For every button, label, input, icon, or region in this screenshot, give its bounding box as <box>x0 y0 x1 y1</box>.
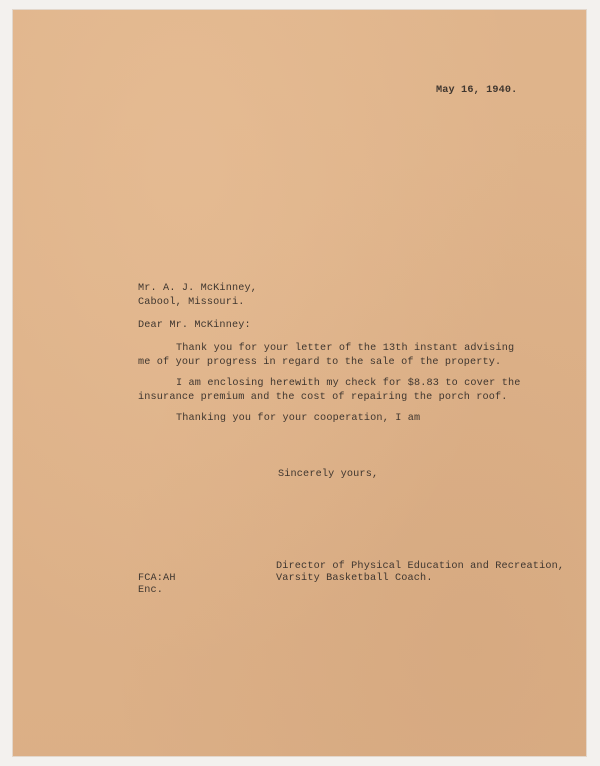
closing: Sincerely yours, <box>278 469 379 480</box>
paragraph-2-line-1: I am enclosing herewith my check for $8.83 to cover the <box>176 378 521 389</box>
letter-date: May 16, 1940. <box>436 85 518 96</box>
enclosure-notation: Enc. <box>138 585 164 596</box>
paragraph-3-line-1: Thanking you for your cooperation, I am <box>176 413 421 424</box>
recipient-name: Mr. A. J. McKinney, <box>138 283 258 294</box>
salutation: Dear Mr. McKinney: <box>138 320 251 331</box>
paragraph-2-line-2: insurance premium and the cost of repairing the porch roof. <box>138 392 508 403</box>
signature-title-line-1: Director of Physical Education and Recreation, <box>276 561 565 572</box>
recipient-city: Cabool, Missouri. <box>138 297 245 308</box>
signature-title-line-2: Varsity Basketball Coach. <box>276 573 433 584</box>
typist-initials: FCA:AH <box>138 573 176 584</box>
paragraph-1-line-1: Thank you for your letter of the 13th instant advising <box>176 343 515 354</box>
paragraph-1-line-2: me of your progress in regard to the sale of the property. <box>138 357 502 368</box>
